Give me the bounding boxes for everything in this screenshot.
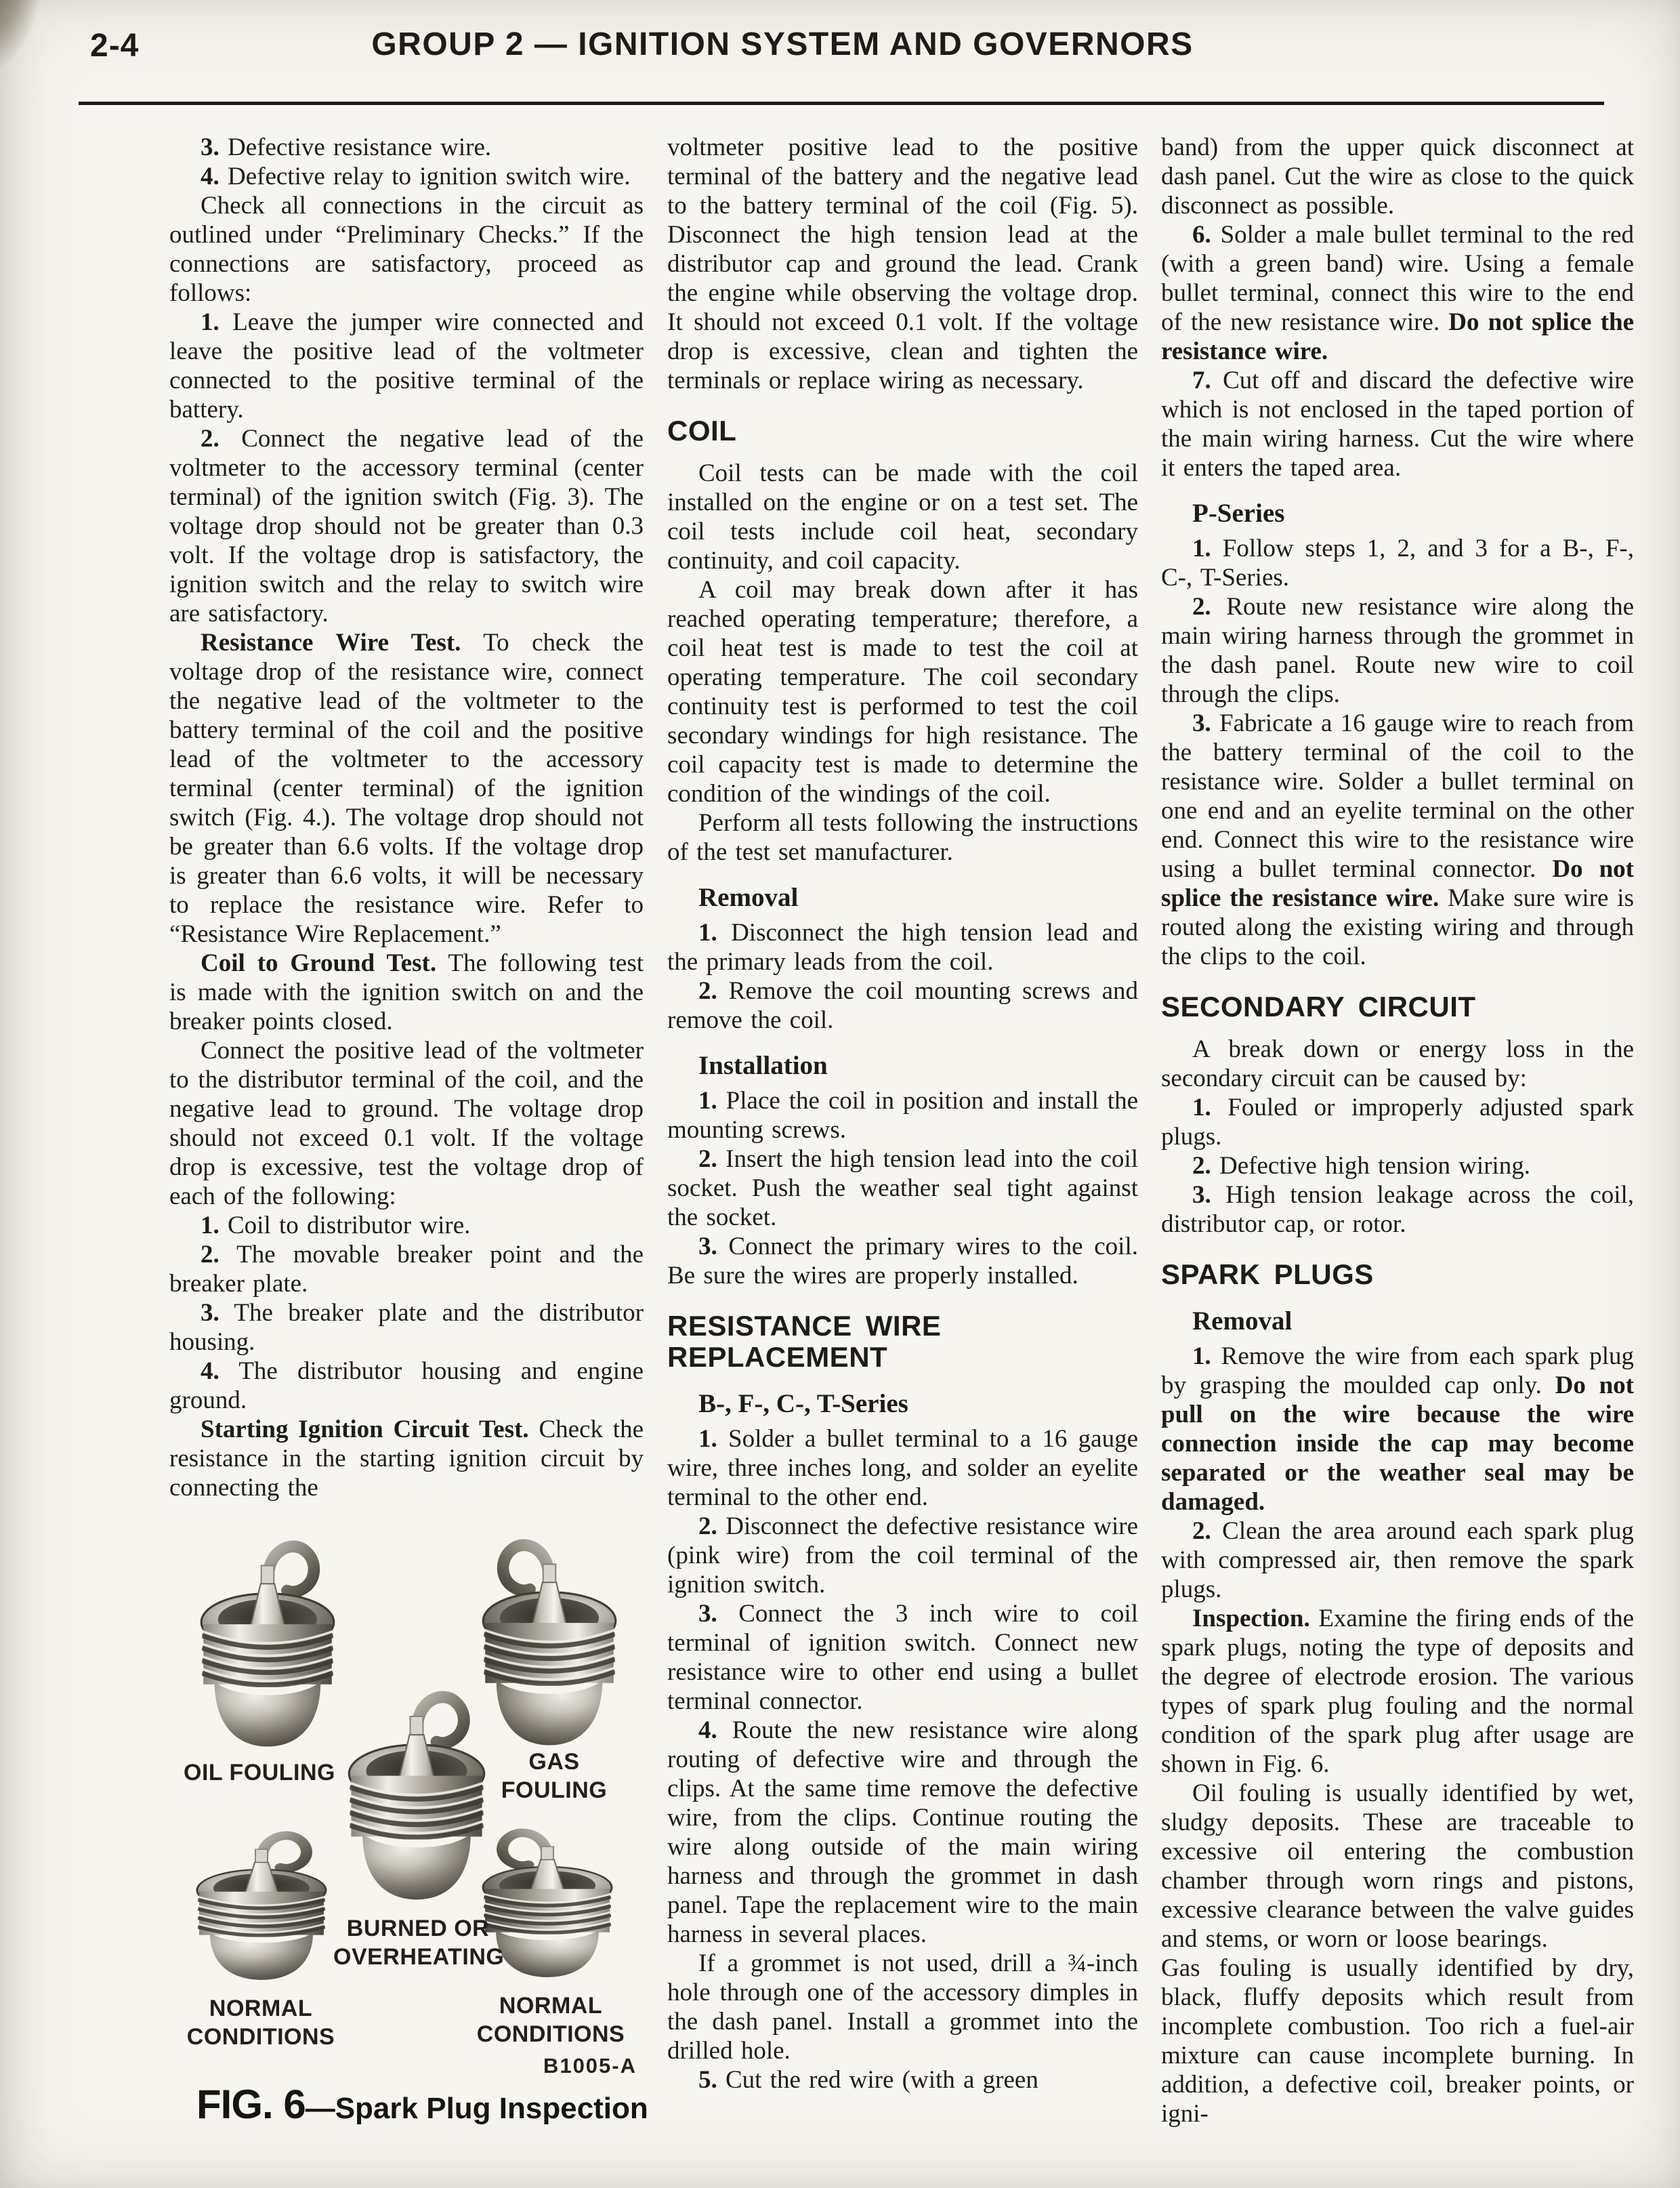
text-columns [169, 133, 1634, 2130]
column-1-text [169, 133, 644, 1502]
subsection-heading: Removal [1192, 1306, 1293, 1336]
figure-label: NORMAL CONDITIONS [476, 1993, 625, 2047]
subsection-heading: Removal [698, 883, 799, 912]
spark-plug-icon [345, 1684, 488, 1910]
paragraph: Coil to Ground Test. The following test is made with the ignition switch on and the breaker points closed. [169, 949, 644, 1035]
paragraph: 7. Cut off and discard the defective wire which is not enclosed in the taped portion of the main wiring harness. Cut the wire where it enters the taped area. [1161, 367, 1634, 482]
paragraph: 6. Solder a male bullet terminal to the red (with a green band) wire. Using a female bullet terminal, connect this wire to the end of the new resistance wire. Do not splice the resistance wire. [1161, 221, 1634, 365]
paragraph: 3. Defective resistance wire. [201, 133, 492, 161]
figure-label: NORMAL CONDITIONS [186, 1996, 335, 2050]
column-1 [169, 133, 667, 2130]
paragraph: band) from the upper quick disconnect at dash panel. Cut the wire as close to the quick disconnect as possible. [1161, 133, 1634, 220]
paragraph: voltmeter positive lead to the positive terminal of the battery and the negative lead to the battery terminal of the coil (Fig. 5). Disconnect the high tension lead at the distributor cap and ground the lead. Crank the engine while observing the voltage drop. It should not exceed 0.1 volt. If the voltage drop is excessive, clean and tighten the terminals or replace wiring as necessary. [667, 133, 1138, 394]
paragraph: 4. Route the new resistance wire along routing of defective wire and through the clips. At the same time remove the defective wire, from the clips. Continue routing the wire along outside of the main wiring harness and through the grommet in dash panel. Tape the replacement wire to the main harness in several places. [667, 1716, 1138, 1948]
figure-caption-text: —Spark Plug Inspection [305, 2092, 648, 2125]
column-2 [667, 133, 1138, 2130]
spark-plug-icon [194, 1826, 329, 1987]
paragraph: 2. Remove the coil mounting screws and remove the coil. [667, 977, 1138, 1034]
paragraph: 1. Solder a bullet terminal to a 16 gauge wire, three inches long, and solder an eyelite terminal to the other end. [667, 1425, 1138, 1511]
paragraph: 1. Disconnect the high tension lead and the primary leads from the coil. [667, 919, 1138, 976]
figure-caption-number: FIG. 6 [196, 2082, 306, 2127]
section-heading: SECONDARY CIRCUIT [1161, 991, 1476, 1023]
paragraph: 2. The movable breaker point and the breaker plate. [169, 1241, 644, 1298]
paragraph: 2. Route new resistance wire along the main wiring harness through the grommet in the dash panel. Route new wire to coil through the clips. [1161, 593, 1634, 708]
spark-plug-icon [480, 1532, 619, 1756]
paragraph: 4. The distributor housing and engine ground. [169, 1357, 644, 1414]
page-number: 2-4 [90, 28, 140, 64]
figure-caption [196, 2081, 648, 2128]
paragraph: 1. Place the coil in position and install the mounting screws. [667, 1087, 1138, 1144]
paragraph: Inspection. Examine the firing ends of the spark plugs, noting the type of deposits and the degree of electrode erosion. The various types of spark plug fouling and the normal condition of the spark plug after usage are shown in Fig. 6. [1161, 1605, 1634, 1778]
figure-part-code: B1005-A [543, 2054, 637, 2078]
paragraph: 2. Defective high tension wiring. [1192, 1152, 1531, 1180]
paragraph: Starting Ignition Circuit Test. Check the resistance in the starting ignition circuit by connecting the [169, 1416, 644, 1502]
figure-label: GAS FOULING [501, 1749, 608, 1803]
figure-label: OIL FOULING [184, 1760, 335, 1786]
paragraph: 3. Connect the 3 inch wire to coil terminal of ignition switch. Connect new resistance wire to other end using a bullet terminal connector. [667, 1600, 1138, 1715]
figure-label: BURNED OR OVERHEATING [333, 1916, 505, 1970]
column-3 [1161, 133, 1634, 2130]
paragraph: 2. Clean the area around each spark plug with compressed air, then remove the spark plugs. [1161, 1517, 1634, 1603]
paragraph: 5. Cut the red wire (with a green [698, 2066, 1038, 2094]
section-heading: SPARK PLUGS [1161, 1258, 1374, 1290]
paragraph: A break down or energy loss in the secondary circuit can be caused by: [1161, 1035, 1634, 1092]
paragraph: 3. The breaker plate and the distributor housing. [169, 1299, 644, 1356]
subsection-heading: Installation [698, 1051, 828, 1080]
spark-plug-icon [198, 1533, 337, 1757]
page-corner-curl [0, 0, 75, 129]
paragraph: Coil tests can be made with the coil installed on the engine or on a test set. The coil tests include coil heat, secondary continuity, and coil capacity. [667, 459, 1138, 575]
paragraph: Check all connections in the circuit as outlined under “Preliminary Checks.” If the connections are satisfactory, proceed as follows: [169, 192, 644, 307]
paragraph: 4. Defective relay to ignition switch wire. [201, 163, 631, 190]
spark-plug-figure [169, 1520, 667, 2130]
paragraph: 2. Disconnect the defective resistance wire (pink wire) from the coil terminal of the ignition switch. [667, 1512, 1138, 1598]
paragraph: 3. Fabricate a 16 gauge wire to reach from the battery terminal of the coil to the resistance wire. Solder a bullet terminal on one end and an eyelite terminal on the other end. Connect this wire to the resistance wire using a bullet terminal connector. Do not splice the resistance wire. Make sure wire is routed along the existing wiring and through the clips to the coil. [1161, 709, 1634, 970]
paragraph: 1. Follow steps 1, 2, and 3 for a B-, F-, C-, T-Series. [1161, 535, 1634, 592]
paragraph: Oil fouling is usually identified by wet, sludgy deposits. These are traceable to excessive oil entering the combustion chamber through worn rings and pistons, excessive clearance between the valve guides and stems, or worn or loose bearings. [1161, 1779, 1634, 1953]
page-title: GROUP 2 — IGNITION SYSTEM AND GOVERNORS [371, 26, 1194, 62]
paragraph: 2. Connect the negative lead of the voltmeter to the accessory terminal (center terminal) of the ignition switch (Fig. 3). The voltage drop should not be greater than 0.3 volt. If the voltage drop is satisfactory, the ignition switch and the relay to switch wire are satisfactory. [169, 425, 644, 627]
paragraph: 3. High tension leakage across the coil, distributor cap, or rotor. [1161, 1181, 1634, 1238]
section-heading: RESISTANCE WIRE REPLACEMENT [667, 1310, 942, 1373]
paragraph: 3. Connect the primary wires to the coil. Be sure the wires are properly installed. [667, 1233, 1138, 1289]
section-heading: COIL [667, 415, 737, 447]
paragraph: Connect the positive lead of the voltmeter to the distributor terminal of the coil, and the negative lead to ground. The voltage drop should not exceed 0.1 volt. If the voltage drop is excessive, test the voltage drop of each of the following: [169, 1037, 644, 1210]
paragraph: 1. Leave the jumper wire connected and leave the positive lead of the voltmeter connected to the positive terminal of the battery. [169, 308, 644, 424]
paragraph: 1. Coil to distributor wire. [201, 1212, 471, 1239]
subsection-heading: B-, F-, C-, T-Series [698, 1389, 908, 1418]
paragraph: 1. Fouled or improperly adjusted spark plugs. [1161, 1094, 1634, 1151]
paragraph: Perform all tests following the instructions of the test set manufacturer. [667, 809, 1138, 866]
subsection-heading: P-Series [1192, 499, 1285, 528]
paragraph: 1. Remove the wire from each spark plug by grasping the moulded cap only. Do not pull on the wire because the wire connection inside the cap may become separated or the weather seal may be damaged. [1161, 1342, 1635, 1516]
paragraph: 2. Insert the high tension lead into the coil socket. Push the weather seal tight against the socket. [667, 1145, 1138, 1231]
paragraph: Gas fouling is usually identified by dry, black, fluffy deposits which result from incomplete combustion. Too rich a fuel-air mixture can cause incomplete burning. In addition, a defective coil, breaker points, or igni- [1161, 1954, 1634, 2128]
header-rule [79, 102, 1604, 105]
paragraph: If a grommet is not used, drill a ¾-inch hole through one of the accessory dimples in the dash panel. Install a grommet into the drilled hole. [667, 1949, 1138, 2065]
paragraph: Resistance Wire Test. To check the voltage drop of the resistance wire, connect the negative lead of the voltmeter to the battery terminal of the coil and the positive lead of the voltmeter to the accessory terminal (center terminal) of the ignition switch (Fig. 4.). The voltage drop should not be greater than 6.6 volts. If the voltage drop is greater than 6.6 volts, it will be necessary to replace the resistance wire. Refer to “Resistance Wire Replacement.” [169, 629, 644, 948]
paragraph: A coil may break down after it has reached operating temperature; therefore, a coil heat test is made to test the coil at operating temperature. The coil secondary continuity test is performed to test the coil secondary windings for high resistance. The coil capacity test is made to determine the condition of the windings of the coil. [667, 576, 1138, 808]
